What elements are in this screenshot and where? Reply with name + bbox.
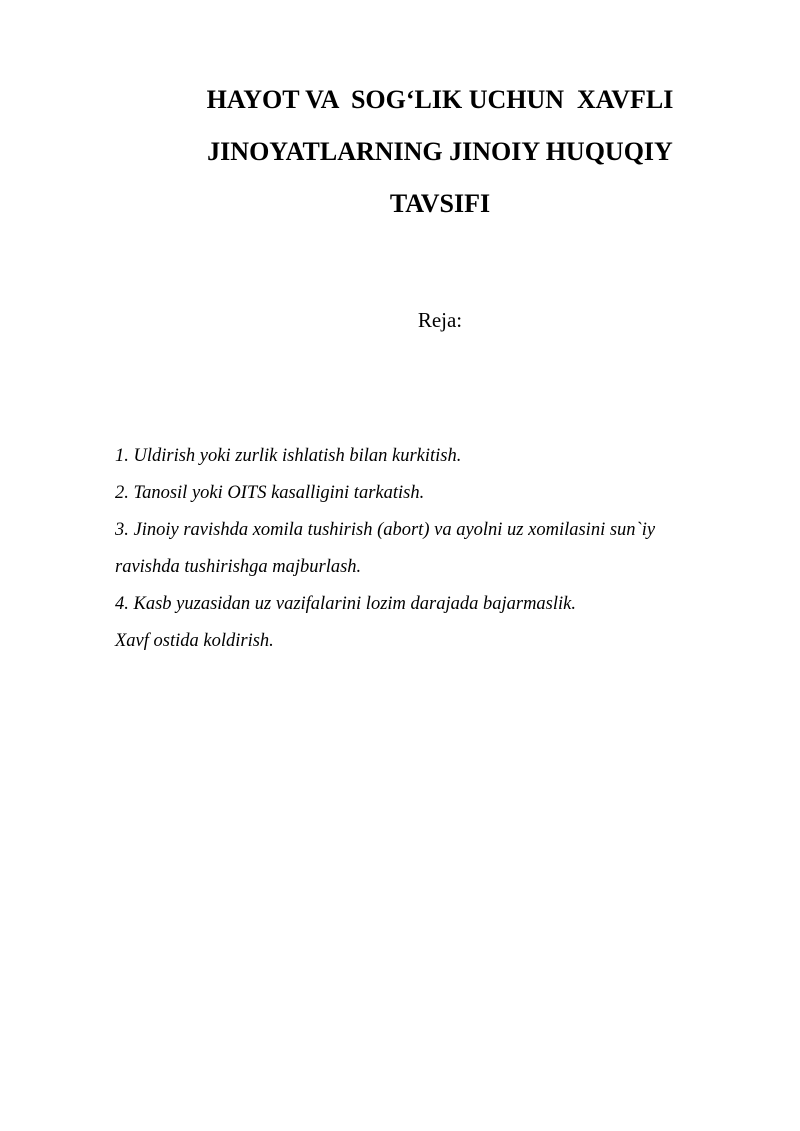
title-line: JINOYATLARNING JINOIY HUQUQIY xyxy=(207,137,673,166)
title-line: TAVSIFI xyxy=(389,189,491,218)
title-line: HAYOT VA SOG‘LIK UCHUN XAVFLI xyxy=(206,85,674,114)
plan-item: 2. Tanosil yoki OITS kasalligini tarkatish. xyxy=(115,483,425,503)
plan-list xyxy=(115,438,775,660)
document-title xyxy=(110,74,770,230)
plan-item: 1. Uldirish yoki zurlik ishlatish bilan kurkitish. xyxy=(115,446,462,466)
plan-item: 4. Kasb yuzasidan uz vazifalarini lozim darajada bajarmaslik. xyxy=(115,594,576,614)
plan-item: 3. Jinoiy ravishda xomila tushirish (abort) va ayolni uz xomilasini sun`iy xyxy=(115,520,656,540)
plan-item: ravishda tushirishga majburlash. xyxy=(115,557,362,577)
plan-item: Xavf ostida koldirish. xyxy=(115,631,274,651)
plan-heading: Reja: xyxy=(417,308,463,332)
